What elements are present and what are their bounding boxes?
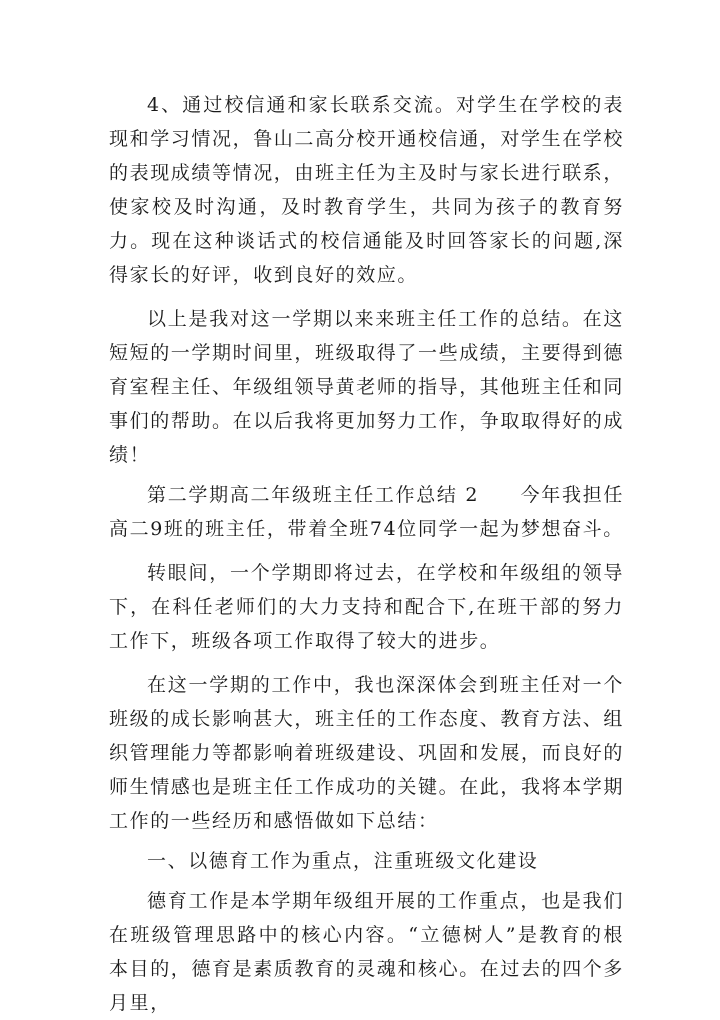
paragraph-summary-closing: 以上是我对这一学期以来来班主任工作的总结。在这短短的一学期时间里，班级取得了一些成绩，主要得到德育室程主任、年级组领导黄老师的指导，其他班主任和同事们的帮助。在以后我将更加努力工作，争取取得好的成绩！	[109, 308, 625, 466]
section-heading-moral-education: 一、以德育工作为重点，注重班级文化建设	[147, 850, 539, 872]
paragraph-second-title: 第二学期高二年级班主任工作总结 2 今年我担任高二9班的班主任，带着全班74位同学一起为梦想奋斗。	[109, 484, 624, 540]
paragraph-moral-education: 德育工作是本学期年级组开展的工作重点，也是我们在班级管理思路中的核心内容。“立德树人”是教育的根本目的，德育是素质教育的灵魂和核心。在过去的四个多月里，	[109, 890, 625, 1014]
paragraph-semester-progress: 转眼间，一个学期即将过去，在学校和年级组的领导下，在科任老师们的大力支持和配合下,在班干部的努力工作下，班级各项工作取得了较大的进步。	[109, 562, 624, 652]
paragraph-school-contact: 4、通过校信通和家长联系交流。对学生在学校的表现和学习情况，鲁山二高分校开通校信通，对学生在学校的表现成绩等情况，由班主任为主及时与家长进行联系，使家校及时沟通，及时教育学生，共同为孩子的教育努力。现在这种谈话式的校信通能及时回答家长的问题,深得家长的好评，收到良好的效应。	[109, 94, 625, 286]
paragraph-reflection: 在这一学期的工作中，我也深深体会到班主任对一个班级的成长影响甚大，班主任的工作态度、教育方法、组织管理能力等都影响着班级建设、巩固和发展，而良好的师生情感也是班主任工作成功的关键。在此，我将本学期工作的一些经历和感悟做如下总结：	[109, 674, 625, 832]
document-body	[109, 88, 624, 1020]
